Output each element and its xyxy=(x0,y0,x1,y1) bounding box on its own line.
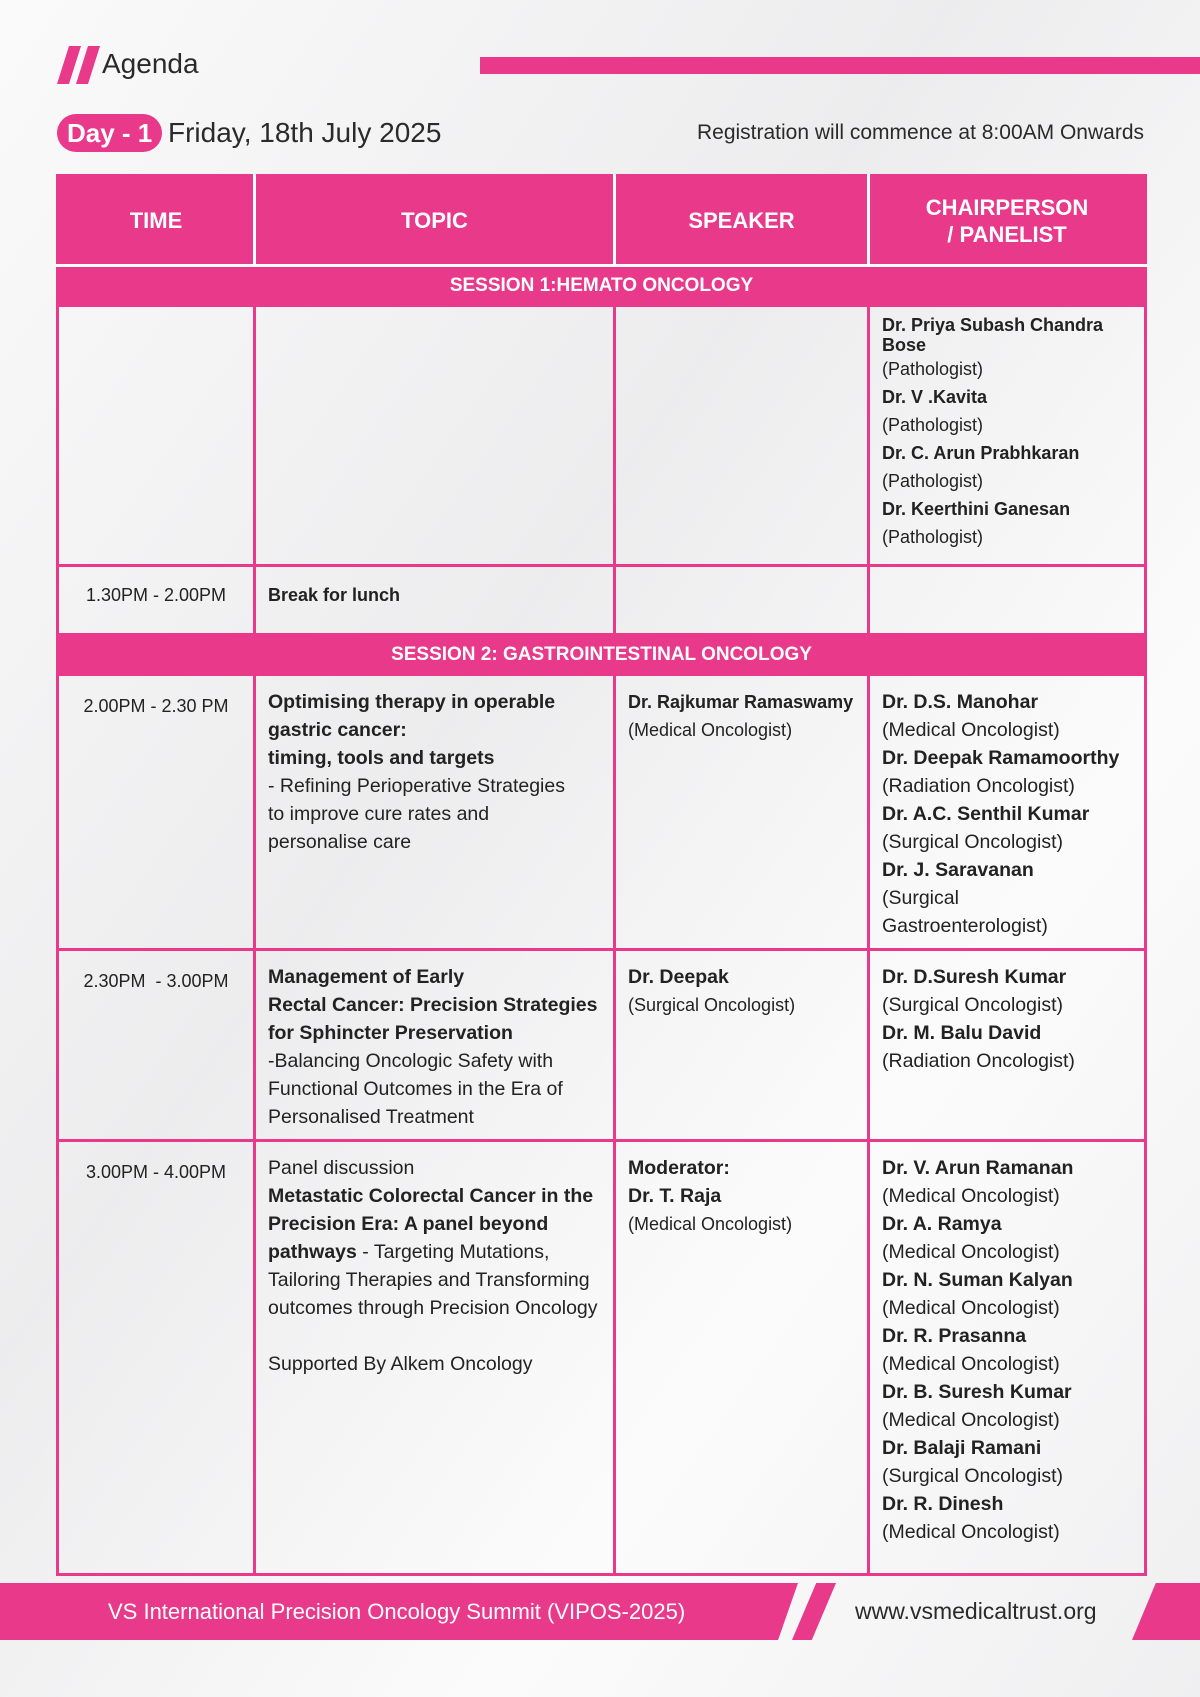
session-1-title: SESSION 1:HEMATO ONCOLOGY xyxy=(58,266,1146,306)
chair-role: (Surgical Oncologist) xyxy=(882,831,1063,853)
speaker-name: Dr. Rajkumar Ramaswamy xyxy=(628,692,854,712)
chair-role: (Medical Oncologist) xyxy=(882,719,1060,741)
chair-name: Dr. R. Dinesh xyxy=(882,1493,1004,1515)
agenda-table xyxy=(56,174,1147,1576)
speaker-role: (Medical Oncologist) xyxy=(628,1214,793,1234)
table-row-lunch xyxy=(58,566,1146,635)
topic-cell: Optimising therapy in operable gastric cancer: timing, tools and targets - Refining Perioperative Strategies to improve cure rates and personalise care xyxy=(255,675,615,950)
chair-role: (Surgical Oncologist) xyxy=(882,994,1063,1016)
agenda-slash-icon xyxy=(57,46,101,84)
chair-role: (Pathologist) xyxy=(882,471,984,491)
time-cell: 2.30PM - 3.00PM xyxy=(58,950,255,1141)
speaker-name: Dr. Deepak xyxy=(628,966,729,988)
time-cell: 1.30PM - 2.00PM xyxy=(58,566,255,635)
session-2-title: SESSION 2: GASTROINTESTINAL ONCOLOGY xyxy=(58,635,1146,675)
table-row xyxy=(58,306,1146,566)
chair-role: (Radiation Oncologist) xyxy=(882,1050,1075,1072)
column-header-topic: TOPIC xyxy=(255,176,615,266)
chair-role: (Medical Oncologist) xyxy=(882,1409,1060,1431)
chair-role: (Medical Oncologist) xyxy=(882,1353,1060,1375)
chair-name: Dr. R. Prasanna xyxy=(882,1325,1027,1347)
support-note: Supported By Alkem Oncology xyxy=(268,1353,533,1375)
chair-name: Dr. M. Balu David xyxy=(882,1022,1042,1044)
page-title: Agenda xyxy=(102,48,199,79)
chair-cell xyxy=(869,566,1146,635)
session-header-row xyxy=(58,266,1146,306)
chair-name: Dr. V. Arun Ramanan xyxy=(882,1157,1074,1179)
table-row xyxy=(58,1141,1146,1575)
time-cell: 3.00PM - 4.00PM xyxy=(58,1141,255,1575)
column-header-speaker: SPEAKER xyxy=(615,176,869,266)
table-row xyxy=(58,950,1146,1141)
footer-event-name: VS International Precision Oncology Summit (VIPOS-2025) xyxy=(108,1599,686,1624)
chair-name: Dr. Priya Subash Chandra Bose xyxy=(882,315,1104,355)
topic-cell xyxy=(255,306,615,566)
footer-website-link[interactable]: www.vsmedicaltrust.org xyxy=(855,1598,1097,1624)
day-badge: Day - 1 xyxy=(57,114,162,152)
chair-name: Dr. D.Suresh Kumar xyxy=(882,966,1067,988)
chair-name: Dr. Deepak Ramamoorthy xyxy=(882,747,1120,769)
chair-cell xyxy=(869,1141,1146,1575)
column-header-time: TIME xyxy=(58,176,255,266)
chair-role: (Surgical Oncologist) xyxy=(882,1465,1063,1487)
speaker-cell xyxy=(615,566,869,635)
topic-cell: Break for lunch xyxy=(255,566,615,635)
chair-name: Dr. A. Ramya xyxy=(882,1213,1002,1235)
chair-name: Dr. Balaji Ramani xyxy=(882,1437,1042,1459)
chair-name: Dr. D.S. Manohar xyxy=(882,691,1039,713)
chair-cell xyxy=(869,306,1146,566)
chair-role: (Medical Oncologist) xyxy=(882,1521,1060,1543)
chair-name: Dr. B. Suresh Kumar xyxy=(882,1381,1072,1403)
chair-name: Dr. V .Kavita xyxy=(882,387,988,407)
header-accent-bar xyxy=(480,57,1200,74)
table-row xyxy=(58,675,1146,950)
registration-note: Registration will commence at 8:00AM Onwards xyxy=(696,121,1144,144)
chair-role: Gastroenterologist) xyxy=(882,915,1048,937)
chair-role: (Medical Oncologist) xyxy=(882,1185,1060,1207)
speaker-role: (Medical Oncologist) xyxy=(628,720,793,740)
speaker-name: Dr. T. Raja xyxy=(628,1185,722,1207)
topic-cell: Panel discussion Metastatic Colorectal Cancer in the Precision Era: A panel beyond pathways - Targeting Mutations, Tailoring Therapies and Transforming outcomes through Precision Oncology Supported By Alkem Oncology xyxy=(255,1141,615,1575)
day-date: Friday, 18th July 2025 xyxy=(168,117,442,148)
speaker-cell xyxy=(615,1141,869,1575)
topic-cell: Management of Early Rectal Cancer: Precision Strategies for Sphincter Preservation -Balancing Oncologic Safety with Functional Outcomes in the Era of Personalised Treatment xyxy=(255,950,615,1141)
time-cell xyxy=(58,306,255,566)
chair-name: Dr. Keerthini Ganesan xyxy=(882,499,1071,519)
chair-name: Dr. C. Arun Prabhkaran xyxy=(882,443,1080,463)
chair-name: Dr. J. Saravanan xyxy=(882,859,1034,881)
column-header-chairperson: CHAIRPERSON / PANELIST xyxy=(869,176,1146,266)
footer-slash-shape xyxy=(792,1583,836,1640)
chair-role: (Pathologist) xyxy=(882,527,984,547)
chair-name: Dr. A.C. Senthil Kumar xyxy=(882,803,1090,825)
chair-role: (Pathologist) xyxy=(882,415,984,435)
speaker-cell xyxy=(615,675,869,950)
chair-role: (Radiation Oncologist) xyxy=(882,775,1075,797)
footer-corner-shape xyxy=(1132,1583,1200,1640)
chair-role: (Surgical xyxy=(882,887,959,909)
chair-role: (Pathologist) xyxy=(882,359,984,379)
speaker-role: (Surgical Oncologist) xyxy=(628,995,796,1015)
table-header-row xyxy=(58,176,1146,266)
time-cell: 2.00PM - 2.30 PM xyxy=(58,675,255,950)
speaker-cell xyxy=(615,950,869,1141)
chair-role: (Medical Oncologist) xyxy=(882,1297,1060,1319)
chair-cell xyxy=(869,950,1146,1141)
chair-role: (Medical Oncologist) xyxy=(882,1241,1060,1263)
moderator-label: Moderator: xyxy=(628,1157,730,1179)
session-header-row xyxy=(58,635,1146,675)
chair-cell xyxy=(869,675,1146,950)
chair-name: Dr. N. Suman Kalyan xyxy=(882,1269,1073,1291)
speaker-cell xyxy=(615,306,869,566)
